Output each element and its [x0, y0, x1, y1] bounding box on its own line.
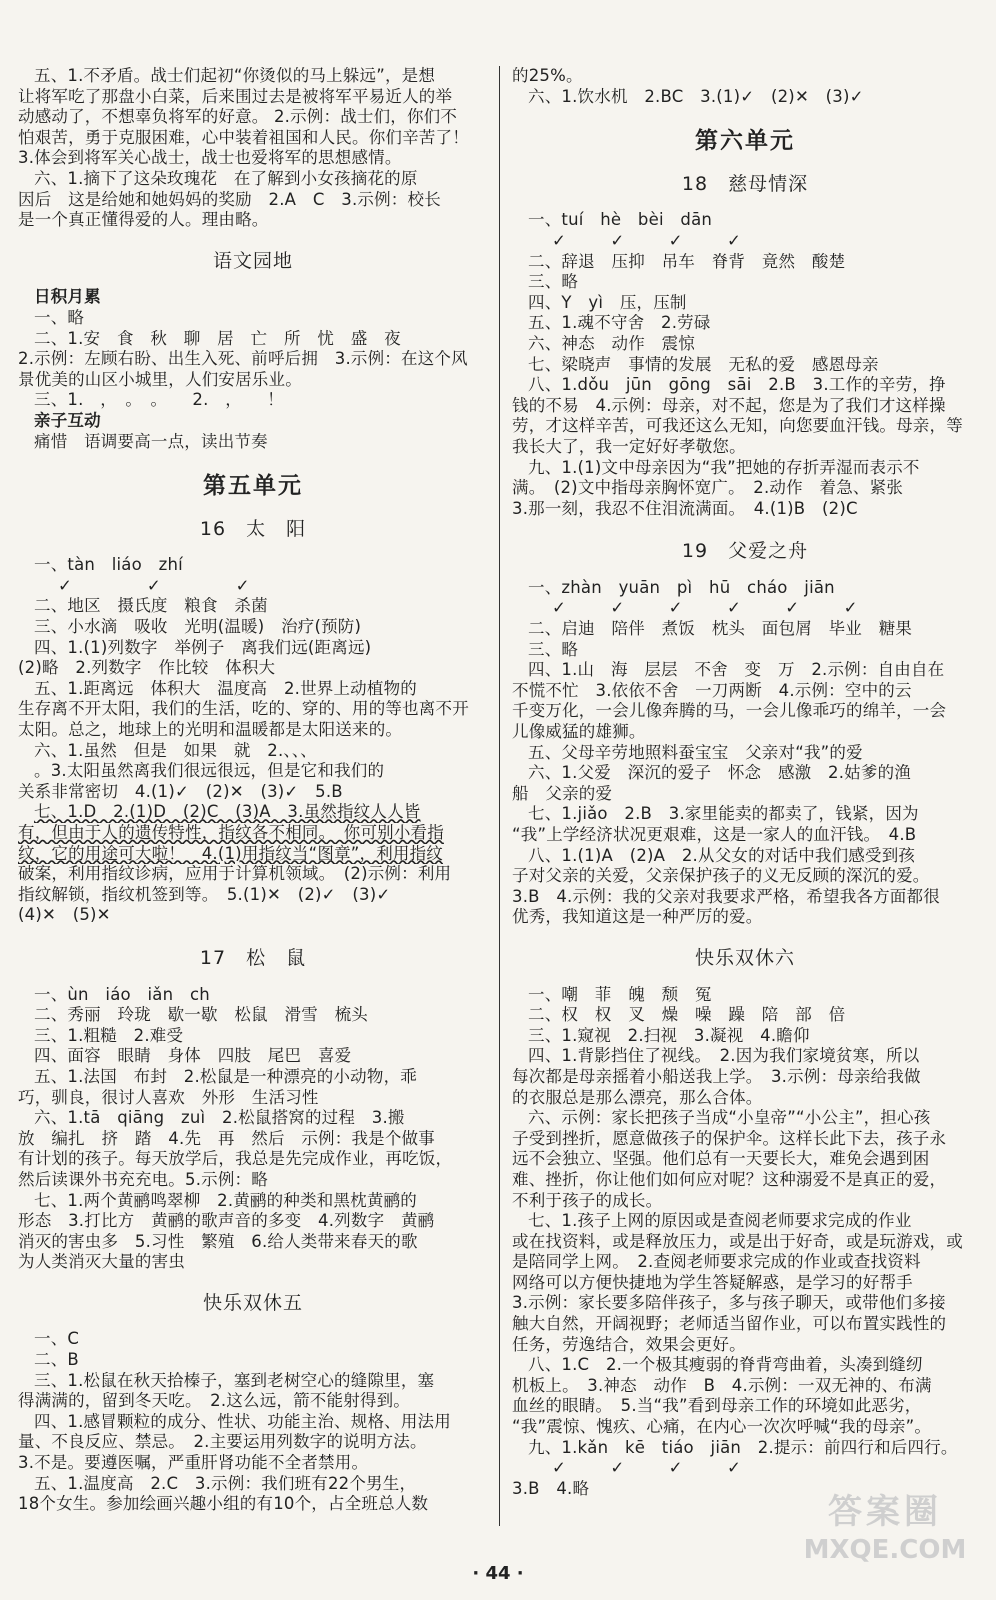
left-column: [18, 66, 488, 1515]
answer-text: 二、秀丽 玲珑 歇一歇 松鼠 滑雪 梳头: [34, 1005, 368, 1025]
answer-line: [18, 1088, 488, 1109]
answer-text: 三、1.窥视 2.扫视 3.凝视 4.瞻仰: [528, 1025, 810, 1045]
answer-line: [18, 823, 488, 844]
answer-line: [512, 1005, 978, 1026]
answer-line: [512, 458, 978, 479]
answer-text: 二、权 权 叉 燥 噪 躁 陪 部 倍: [528, 1005, 846, 1025]
answer-line: [512, 866, 978, 887]
answer-text: 远不会独立、坚强。他们总有一天要长大，难免会遇到困: [512, 1149, 930, 1169]
answer-line: [512, 722, 978, 743]
answer-line: [18, 638, 488, 659]
answer-line: [18, 1067, 488, 1088]
section-title-kl5: 快乐双休五: [202, 1291, 303, 1314]
answer-text: 七、1.两个黄鹂鸣翠柳 2.黄鹂的种类和黑枕黄鹂的: [34, 1190, 417, 1210]
answer-line: [512, 1067, 978, 1088]
answer-line: [512, 701, 978, 722]
answer-line: [512, 210, 978, 231]
answer-text: 3.那一刻，我忍不住泪流满面。 4.(1)B (2)C: [512, 498, 858, 518]
answer-text: 六、1.tā qiāng zuì 2.松鼠搭窝的过程 3.搬: [34, 1108, 405, 1128]
answer-text: 指纹解锁，指纹机签到等。 5.(1)✕ (2)✓ (3)✓: [18, 884, 391, 904]
answer-text: 千变万化，一会儿像奔腾的马，一会儿像乖巧的绵羊，一会: [512, 701, 947, 721]
right-top-block: [512, 66, 978, 107]
answer-text: 四、1.山 海 层层 不舍 变 万 2.示例：自由自在: [528, 660, 945, 680]
answer-line: [18, 1026, 488, 1047]
answer-text: 18个女生。参加绘画兴趣小组的有10个，占全班总人数: [18, 1494, 429, 1514]
watermark-line2: MXQE.COM: [803, 1535, 967, 1565]
answer-text: 景优美的山区小城里，人们安居乐业。: [18, 369, 302, 389]
kl6-block: [512, 985, 978, 1500]
answer-text: 量、不良反应、禁忌。 2.主要运用列数字的说明方法。: [18, 1432, 427, 1452]
answer-line: [18, 1149, 488, 1170]
answer-text: 是一个真正懂得爱的人。理由略。: [18, 210, 269, 230]
answer-text: 五、1.不矛盾。战士们起初“你烫似的马上躲远”，是想: [34, 66, 436, 85]
answer-text: “我”上学经济状况更艰难，这是一家人的血汗钱。 4.B: [512, 825, 917, 844]
answer-text: 血丝的眼睛。 5.当“我”看到母亲工作的环境如此恶劣，: [512, 1396, 922, 1416]
answer-text: 的衣服总是那么漂亮，那么合体。: [512, 1087, 763, 1107]
answer-text: 一、ùn iáo iǎn ch: [34, 984, 210, 1004]
answer-line: [18, 1453, 488, 1474]
answer-text: 有计划的孩子。每天放学后，我总是先完成作业，再吃饭，: [18, 1149, 453, 1169]
answer-line: [512, 1170, 978, 1191]
answer-text: 不利于孩子的成长。: [512, 1190, 663, 1210]
lesson-16-block: [18, 555, 488, 926]
answer-text: ✓ ✓ ✓ ✓: [552, 230, 755, 250]
answer-line: [512, 1396, 978, 1417]
answer-text: ✓ ✓ ✓ ✓: [552, 1458, 755, 1478]
answer-line: [18, 985, 488, 1006]
answer-text: 五、父母辛劳地照料蚕宝宝 父亲对“我”的爱: [528, 742, 863, 762]
answer-line: [18, 1412, 488, 1433]
answer-text: 三、1. ， 。 。 2. ， ！: [34, 390, 284, 410]
answer-line: [18, 885, 488, 906]
answer-line: [512, 804, 978, 825]
answer-line: [512, 375, 978, 396]
answer-text: 形态 3.打比方 黄鹂的歌声音的多变 4.列数字 黄鹂: [18, 1211, 435, 1231]
answer-text: 二、辞退 压抑 吊车 脊背 竟然 酸楚: [528, 251, 846, 271]
answer-line: [512, 578, 978, 599]
answer-line: [18, 128, 488, 149]
answer-text: 关系非常密切 4.(1)✓ (2)✕ (3)✓ 5.B: [18, 781, 343, 801]
answer-text: 三、1.粗糙 2.难受: [34, 1025, 184, 1045]
answer-line: [18, 329, 488, 350]
answer-line: [512, 478, 978, 499]
answer-text: ✓ ✓ ✓: [58, 575, 264, 595]
answer-line: [512, 1376, 978, 1397]
answer-line: [18, 169, 488, 190]
answer-line: [512, 640, 978, 661]
answer-text: 四、面容 眼睛 身体 四肢 尾巴 喜爱: [34, 1046, 352, 1066]
answer-line: [18, 699, 488, 720]
answer-line: [18, 432, 488, 453]
answer-line: [18, 1129, 488, 1150]
answer-text: 六、1.父爱 深沉的爱子 怀念 感激 2.姑爹的渔: [528, 763, 911, 783]
answer-line: [512, 87, 978, 108]
answer-line: [18, 658, 488, 679]
kl5-block: [18, 1329, 488, 1514]
answer-text: 四、1.背影挡住了视线。 2.因为我们家境贫寒，所以: [528, 1046, 920, 1066]
lesson-title-17: 17 松 鼠: [199, 946, 307, 969]
answer-line: [18, 555, 488, 576]
lesson-title-18: 18 慈母情深: [681, 172, 809, 195]
answer-line: [18, 1494, 488, 1515]
watermark-line1: 答案圈: [828, 1492, 942, 1532]
answer-line: [18, 107, 488, 128]
answer-line: [512, 887, 978, 908]
page-number: · 44 ·: [472, 1563, 524, 1584]
lesson-19-block: [512, 578, 978, 928]
right-column: [512, 66, 978, 1499]
answer-text: 八、1.dǒu jūn gōng sāi 2.B 3.工作的辛劳，挣: [528, 375, 946, 395]
answer-line: [512, 334, 978, 355]
answer-text: 七、1.jiǎo 2.B 3.家里能卖的都卖了，钱紧，因为: [528, 804, 919, 824]
answer-text: 一、tuí hè bèi dān: [528, 210, 713, 230]
answer-text: 满。 (2)文中指母亲胸怀宽广。 2.动作 着急、紧张: [512, 478, 904, 498]
answer-text: 为人类消灭大量的害虫: [18, 1252, 185, 1272]
answer-text: 二、地区 摄氏度 粮食 杀菌: [34, 596, 268, 616]
answer-line: [512, 252, 978, 273]
answer-line: [18, 1046, 488, 1067]
answer-text: 2.示例：左顾右盼、出生入死、前呼后拥 3.示例：在这个风: [18, 349, 468, 369]
lesson-title-19: 19 父爱之舟: [681, 540, 809, 563]
answer-text: 船 父亲的爱: [512, 783, 613, 803]
answer-text: 子对父亲的关爱，父亲保护孩子的义无反顾的深沉的爱。: [512, 866, 930, 886]
answer-line: [512, 1088, 978, 1109]
answer-line: [512, 272, 978, 293]
answer-text: 。3.太阳虽然离我们很远很远，但是它和我们的: [34, 761, 385, 781]
left-top-block: [18, 66, 488, 231]
answer-line: [512, 1191, 978, 1212]
answer-text: 难、挫折，你让他们如何应对呢？这种溺爱不是真正的爱，: [512, 1169, 947, 1189]
answer-line: [18, 864, 488, 885]
answer-line: [18, 1432, 488, 1453]
answer-line: [512, 1108, 978, 1129]
answer-line: [18, 1371, 488, 1392]
answer-text: 五、1.魂不守舍 2.劳碌: [528, 313, 711, 333]
answer-text: 九、1.kǎn kē tiáo jiān 2.提示：前四行和后四行。: [528, 1437, 958, 1457]
answer-line: [512, 1273, 978, 1294]
answer-line: [18, 1232, 488, 1253]
answer-line: [18, 66, 488, 87]
answer-text: 让将军吃了那盘小白菜，后来围过去是被将军平易近人的举: [18, 86, 453, 106]
answer-text: 子受到挫折，愿意做孩子的保护伞。这样长此下去，孩子永: [512, 1128, 947, 1148]
answer-line: [512, 763, 978, 784]
answer-line: [512, 1129, 978, 1150]
answer-line: [512, 907, 978, 928]
answer-line: [512, 1046, 978, 1067]
answer-text: 一、嘲 菲 魄 颓 冤: [528, 984, 712, 1004]
answer-text: 七、1.孩子上网的原因或是查阅老师要求完成的作业: [528, 1211, 912, 1231]
answer-text: 每次都是母亲摇着小船送我上学。 3.示例：母亲给我做: [512, 1066, 921, 1086]
unit-title-6: 第六单元: [695, 128, 795, 155]
answer-text: 3.B 4.示例：我的父亲对我要求严格，希望我各方面都很: [512, 886, 940, 906]
answer-line: [512, 1026, 978, 1047]
answer-line: [18, 349, 488, 370]
answer-text: 触大自然，开阔视野；老师适当留作业，可以布置实践性的: [512, 1314, 947, 1334]
answer-line: [512, 681, 978, 702]
answer-line: [512, 66, 978, 87]
answer-text: 破案，利用指纹诊病，应用于计算机领域。 (2)示例：利用: [18, 864, 452, 884]
answer-text: 四、1.感冒颗粒的成分、性状、功能主治、规格、用法用: [34, 1411, 451, 1431]
answer-text: 消灭的害虫多 5.习性 繁殖 6.给人类带来春天的歌: [18, 1231, 418, 1251]
answer-line: [512, 416, 978, 437]
answer-line: [18, 596, 488, 617]
answer-line: [18, 210, 488, 231]
answer-text: 六、示例：家长把孩子当成“小皇帝”“小公主”，担心孩: [528, 1108, 931, 1128]
answer-line: [512, 396, 978, 417]
answer-line: [18, 761, 488, 782]
answer-line: [18, 1391, 488, 1412]
answer-text: 是陪同学上网。 2.查阅老师要求完成的作业或查找资料: [512, 1252, 921, 1272]
answer-text: 然后读课外书充充电。5.示例：略: [18, 1169, 268, 1189]
check-mark-row: [512, 598, 978, 619]
yuwen-block: [18, 287, 488, 452]
answer-text: 太阳。总之，地球上的光明和温暖都是太阳送来的。: [18, 720, 403, 740]
answer-line: [512, 355, 978, 376]
answer-text: 七、1.D 2.(1)D (2)C (3)A 3.虽然指纹人人皆: [34, 802, 421, 822]
answer-line: [512, 437, 978, 458]
answer-line: [18, 1191, 488, 1212]
answer-text: 3.体会到将军关心战士，战士也爱将军的思想感情。: [18, 148, 402, 168]
answer-text: 一、zhàn yuān pì hū cháo jiān: [528, 577, 835, 597]
answer-text: 不慌不忙 3.依依不舍 一刀两断 4.示例：空中的云: [512, 680, 912, 700]
answer-text: 纹，它的用途可大啦！ 4.(1)用指纹当“图章”，利用指纹: [18, 843, 444, 863]
answer-line: [18, 905, 488, 926]
answer-line: [512, 313, 978, 334]
answer-line: [512, 499, 978, 520]
answer-text: 得满满的，留到冬天吃。 2.这么远，箭不能射得到。: [18, 1391, 410, 1411]
answer-line: [18, 679, 488, 700]
answer-text: 一、tàn liáo zhí: [34, 555, 183, 575]
answer-line: [512, 1438, 978, 1459]
answer-text: 3.不是。要遵医嘱，严重肝肾功能不全者禁用。: [18, 1453, 369, 1473]
column-divider: [499, 66, 500, 1526]
answer-line: [512, 743, 978, 764]
answer-text: 或在找资料，或是释放压力，或是出于好奇，或是玩游戏，或: [512, 1231, 963, 1251]
answer-line: [18, 370, 488, 391]
answer-text: 日积月累: [34, 287, 101, 307]
answer-line: [18, 1108, 488, 1129]
answer-text: 劳，才这样辛苦，可我还这么无知，向您要血汗钱。母亲，等: [512, 416, 963, 436]
check-mark-row: [512, 231, 978, 252]
answer-text: 动感动了，不想辜负将军的好意。 2.示例：战士们，你们不: [18, 107, 458, 127]
answer-text: (2)略 2.列数字 作比较 体积大: [18, 658, 276, 678]
answer-text: 四、1.(1)列数字 举例子 离我们远(距离远): [34, 637, 372, 657]
answer-text: 儿像威猛的雄狮。: [512, 722, 646, 742]
answer-text: 巧，驯良，很讨人喜欢 外形 生活习性: [18, 1087, 319, 1107]
answer-line: [18, 1350, 488, 1371]
answer-line: [512, 1211, 978, 1232]
answer-line: [18, 1170, 488, 1191]
answer-line: [18, 390, 488, 411]
answer-text: 八、1.(1)A (2)A 2.从父女的对话中我们感受到孩: [528, 845, 916, 865]
answer-text: 二、启迪 陪伴 煮饭 枕头 面包屑 毕业 糖果: [528, 619, 913, 639]
lesson-title-16: 16 太 阳: [199, 517, 307, 540]
answer-text: 二、B: [34, 1350, 79, 1370]
answer-text: 五、1.距离远 体积大 温度高 2.世界上动植物的: [34, 678, 417, 698]
answer-text: 生存离不开太阳，我们的生活，吃的、穿的、用的等也离不开: [18, 699, 469, 719]
answer-text: 3.示例：家长要多陪伴孩子，多与孩子聊天，或带他们多接: [512, 1293, 946, 1313]
answer-text: 六、神态 动作 震惊: [528, 333, 695, 353]
lesson-17-block: [18, 985, 488, 1273]
answer-text: 的25%。: [512, 66, 583, 85]
answer-line: [18, 87, 488, 108]
answer-text: 三、略: [528, 272, 579, 292]
answer-text: 机板上。 3.神态 动作 B 4.示例：一双无神的、布满: [512, 1375, 932, 1395]
answer-line: [18, 411, 488, 432]
answer-line: [18, 741, 488, 762]
answer-line: [512, 1335, 978, 1356]
answer-line: [512, 825, 978, 846]
answer-text: ✓ ✓ ✓ ✓ ✓ ✓: [552, 598, 872, 618]
answer-line: [512, 1293, 978, 1314]
answer-line: [512, 784, 978, 805]
answer-line: [18, 720, 488, 741]
answer-line: [18, 287, 488, 308]
answer-text: 任务，劳逸结合，效果会更好。: [512, 1334, 746, 1354]
answer-text: 三、略: [528, 639, 579, 659]
answer-text: 一、略: [34, 307, 85, 327]
answer-text: 二、1.安 食 秋 聊 居 亡 所 忧 盛 夜: [34, 328, 401, 348]
answer-line: [18, 617, 488, 638]
answer-text: “我”震惊、愧疚、心痛，在内心一次次呼喊“我的母亲”。: [512, 1417, 932, 1437]
answer-line: [512, 293, 978, 314]
answer-text: 九、1.(1)文中母亲因为“我”把她的存折弄湿而表示不: [528, 457, 920, 477]
answer-line: [512, 985, 978, 1006]
answer-line: [512, 1355, 978, 1376]
answer-line: [512, 1232, 978, 1253]
answer-text: 一、C: [34, 1329, 80, 1349]
answer-line: [512, 619, 978, 640]
answer-text: 五、1.温度高 2.C 3.示例：我们班有22个男生，: [34, 1473, 417, 1493]
check-mark-row: [512, 1458, 978, 1479]
answer-text: 六、1.饮水机 2.BC 3.(1)✓ (2)✕ (3)✓: [528, 86, 864, 106]
answer-text: 有，但由于人的遗传特性，指纹各不相同。 你可别小看指: [18, 823, 444, 842]
answer-text: 优秀，我知道这是一种严厉的爱。: [512, 907, 763, 927]
answer-line: [18, 148, 488, 169]
answer-line: [18, 1211, 488, 1232]
answer-text: 痛惜 语调要高一点，读出节奏: [34, 431, 268, 451]
answer-line: [18, 308, 488, 329]
answer-line: [18, 190, 488, 211]
watermark-logo: [800, 1490, 970, 1580]
answer-text: 钱的不易 4.示例：母亲，对不起，您是为了我们才这样操: [512, 395, 946, 415]
answer-text: 放 编扎 挤 踏 4.先 再 然后 示例：我是个做事: [18, 1128, 435, 1148]
answer-line: [512, 1149, 978, 1170]
answer-text: 网络可以方便快捷地为学生答疑解惑，是学习的好帮手: [512, 1272, 913, 1292]
answer-line: [18, 1329, 488, 1350]
answer-text: 3.B 4.略: [512, 1478, 590, 1498]
answer-text: (4)✕ (5)✕: [18, 905, 111, 925]
answer-line: [18, 782, 488, 803]
answer-line: [18, 1474, 488, 1495]
answer-text: 八、1.C 2.一个极其瘦弱的脊背弯曲着，头凑到缝纫: [528, 1355, 923, 1375]
answer-line: [18, 1252, 488, 1273]
answer-line: [18, 844, 488, 865]
answer-text: 三、小水滴 吸收 光明(温暖) 治疗(预防): [34, 617, 362, 637]
answer-text: 三、1.松鼠在秋天拾榛子，塞到老树空心的缝隙里，塞: [34, 1370, 435, 1390]
answer-text: 六、1.虽然 但是 如果 就 2.、、、: [34, 740, 326, 760]
answer-text: 怕艰苦，勇于克服困难，心中装着祖国和人民。你们辛苦了！: [18, 127, 469, 147]
answer-line: [18, 1005, 488, 1026]
answer-line: [512, 1417, 978, 1438]
lesson-18-block: [512, 210, 978, 519]
unit-title-5: 第五单元: [203, 473, 303, 500]
answer-text: 亲子互动: [34, 410, 101, 430]
answer-text: 因后 这是给她和她妈妈的奖励 2.A C 3.示例：校长: [18, 189, 441, 209]
answer-text: 五、1.法国 布封 2.松鼠是一种漂亮的小动物，乖: [34, 1066, 417, 1086]
check-mark-row: [18, 576, 488, 597]
answer-text: 我长大了，我一定好好孝敬您。: [512, 436, 746, 456]
answer-line: [18, 802, 488, 823]
answer-text: 六、1.摘下了这朵玫瑰花 在了解到小女孩摘花的原: [34, 168, 418, 188]
answer-line: [512, 660, 978, 681]
section-title-yuwen: 语文园地: [212, 249, 293, 272]
answer-text: 七、梁晓声 事情的发展 无私的爱 感恩母亲: [528, 354, 879, 374]
answer-line: [512, 846, 978, 867]
section-title-kl6: 快乐双休六: [694, 946, 795, 969]
answer-line: [512, 1314, 978, 1335]
answer-line: [512, 1252, 978, 1273]
answer-text: 四、Y yì 压，压制: [528, 292, 687, 312]
